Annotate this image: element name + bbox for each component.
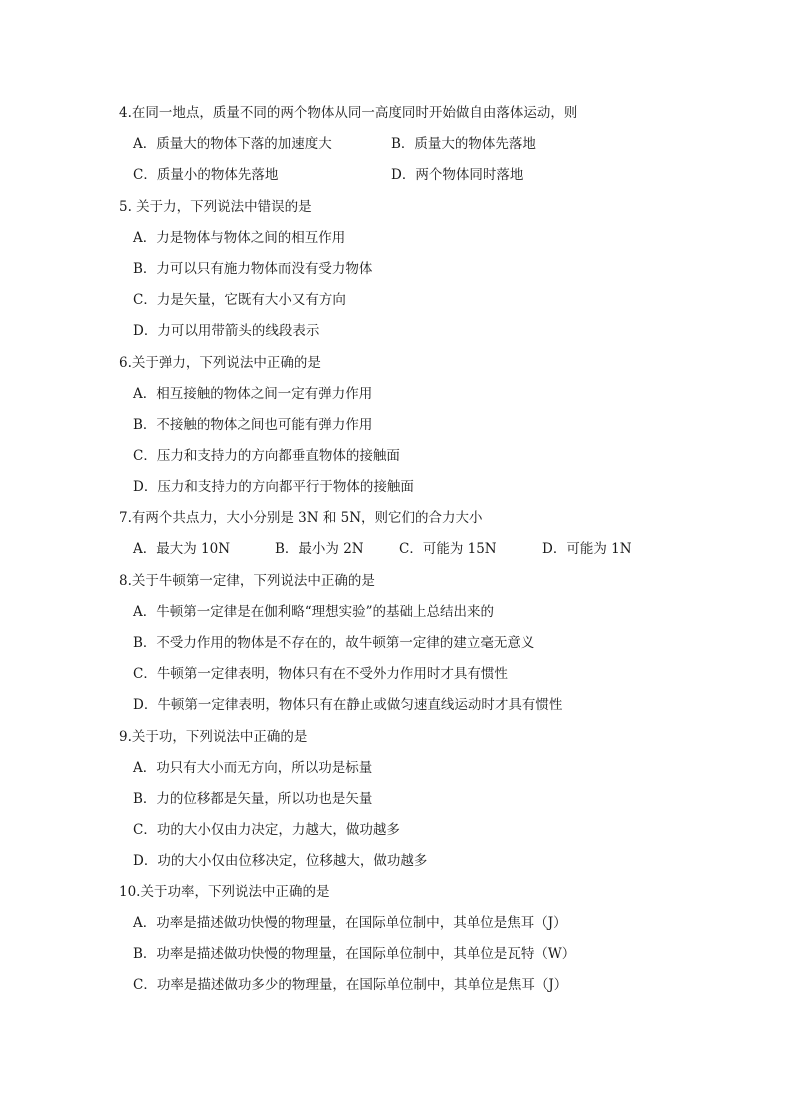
question-9-option-b: B．力的位移都是矢量，所以功也是矢量	[133, 791, 373, 807]
question-4-option-d: D．两个物体同时落地	[391, 167, 524, 183]
question-10-stem: 10.关于功率，下列说法中正确的是	[119, 884, 330, 900]
question-5-stem: 5. 关于力，下列说法中错误的是	[119, 199, 312, 215]
question-7-option-d: D．可能为 1N	[542, 541, 632, 557]
question-8-option-d: D．牛顿第一定律表明，物体只有在静止或做匀速直线运动时才具有惯性	[133, 697, 563, 713]
question-6-option-d: D．压力和支持力的方向都平行于物体的接触面	[133, 479, 414, 495]
question-6-option-a: A．相互接触的物体之间一定有弹力作用	[133, 386, 373, 402]
question-9-stem: 9.关于功，下列说法中正确的是	[119, 729, 308, 745]
question-7-option-a: A．最大为 10N	[133, 541, 231, 557]
question-8-option-a: A．牛顿第一定律是在伽利略“理想实验”的基础上总结出来的	[133, 604, 495, 620]
question-9-option-c: C．功的大小仅由力决定，力越大，做功越多	[133, 822, 400, 838]
question-4-stem: 4.在同一地点，质量不同的两个物体从同一高度同时开始做自由落体运动，则	[119, 105, 578, 121]
question-7-option-b: B．最小为 2N	[275, 541, 364, 557]
question-4-option-c: C．质量小的物体先落地	[133, 167, 279, 183]
question-5-option-b: B．力可以只有施力物体而没有受力物体	[133, 261, 373, 277]
question-10-option-a: A．功率是描述做功快慢的物理量，在国际单位制中，其单位是焦耳（J）	[133, 915, 567, 931]
question-5-option-d: D．力可以用带箭头的线段表示	[133, 323, 320, 339]
question-9-option-d: D．功的大小仅由位移决定，位移越大，做功越多	[133, 853, 428, 869]
question-6-option-c: C．压力和支持力的方向都垂直物体的接触面	[133, 448, 400, 464]
question-7-stem: 7.有两个共点力，大小分别是 3N 和 5N，则它们的合力大小	[119, 510, 483, 526]
question-7-option-c: C．可能为 15N	[399, 541, 497, 557]
question-8-stem: 8.关于牛顿第一定律，下列说法中正确的是	[119, 573, 375, 589]
question-5-option-a: A．力是物体与物体之间的相互作用	[133, 230, 346, 246]
question-8-option-b: B．不受力作用的物体是不存在的，故牛顿第一定律的建立毫无意义	[133, 635, 535, 651]
question-10-option-c: C．功率是描述做功多少的物理量，在国际单位制中，其单位是焦耳（J）	[133, 977, 568, 993]
question-8-option-c: C．牛顿第一定律表明，物体只有在不受外力作用时才具有惯性	[133, 666, 508, 682]
question-4-option-a: A．质量大的物体下落的加速度大	[133, 136, 332, 152]
question-5-option-c: C．力是矢量，它既有大小又有方向	[133, 292, 346, 308]
question-6-option-b: B．不接触的物体之间也可能有弹力作用	[133, 417, 373, 433]
question-6-stem: 6.关于弹力，下列说法中正确的是	[119, 355, 321, 371]
question-9-option-a: A．功只有大小而无方向，所以功是标量	[133, 760, 373, 776]
question-10-option-b: B．功率是描述做功快慢的物理量，在国际单位制中，其单位是瓦特（W）	[133, 946, 576, 962]
question-4-option-b: B．质量大的物体先落地	[391, 136, 536, 152]
